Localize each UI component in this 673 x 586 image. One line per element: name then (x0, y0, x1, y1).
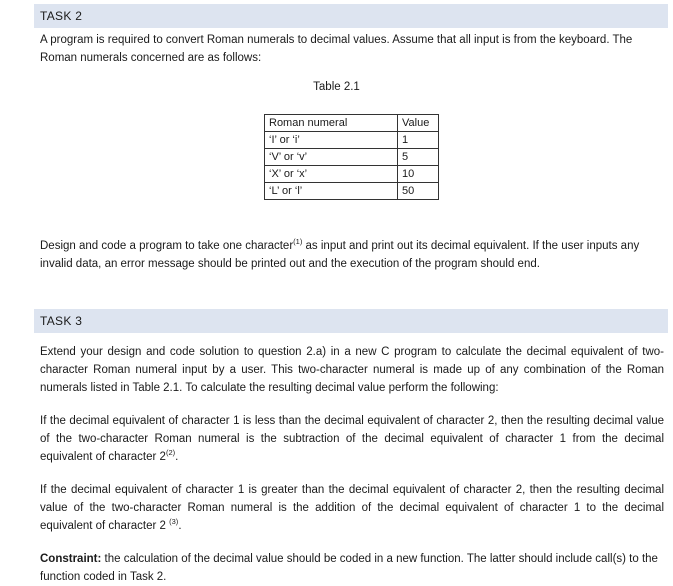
task2-header (34, 4, 668, 28)
table-cell-value: 50 (398, 183, 439, 200)
task3-paragraph-2-text: If the decimal equivalent of character 1 is less than the decimal equivalent of character 2, then the resulting decimal value of the two-character Roman numeral is the subtraction of the decimal equivalent of character 1 from the decimal equivalent of character 2 (40, 415, 664, 463)
task2-intro: A program is required to convert Roman numerals to decimal values. Assume that all input is from the keyboard. The Roman numerals concerned are as follows: (40, 34, 633, 64)
task2-header-text: TASK 2 (40, 9, 83, 23)
table-header-roman: Roman numeral (265, 115, 398, 132)
task3-paragraph-2 (40, 412, 664, 466)
task3-paragraph-3-text: If the decimal equivalent of character 1 is greater than the decimal equivalent of character 2, then the resulting decimal value of the two-character Roman numeral is the addition of the decimal equivalent of character 1 to the decimal equivalent of character 2 (40, 484, 664, 532)
task3-header-text: TASK 3 (40, 314, 83, 328)
table-header-row (265, 115, 439, 132)
table-row (265, 149, 439, 166)
table-cell-roman: ‘V’ or ‘v’ (265, 149, 398, 166)
task3-header (34, 309, 668, 333)
table-cell-roman: ‘L’ or ‘l’ (265, 183, 398, 200)
table-row (265, 166, 439, 183)
footnote-ref-1: (1) (293, 237, 303, 247)
footnote-ref-3: (3) (169, 517, 179, 527)
table-cell-value: 1 (398, 132, 439, 149)
table-header-value: Value (398, 115, 439, 132)
task2-design-paragraph (40, 237, 664, 273)
table-caption: Table 2.1 (313, 81, 360, 93)
table-cell-value: 5 (398, 149, 439, 166)
table-cell-value: 10 (398, 166, 439, 183)
task3-paragraph-1: Extend your design and code solution to question 2.a) in a new C program to calculate the decimal equivalent of two-character Roman numeral input by a user. This two-character numeral is made up of any combination of the Roman numerals listed in Table 2.1. To calculate the resulting decimal value perform the following: (40, 346, 664, 394)
task3-paragraph-3-end: . (178, 520, 182, 532)
table-row (265, 132, 439, 149)
task3-paragraph-3 (40, 481, 664, 535)
task2-design-text-2: as input and print out its decimal equivalent. If the user inputs any invalid data, an error message should be printed out and the execution of the program should end. (40, 240, 640, 270)
constraint-label: Constraint: (40, 553, 102, 565)
constraint-text: the calculation of the decimal value should be coded in a new function. The latter should include call(s) to the function coded in Task 2. (40, 553, 658, 583)
task3-paragraph-2-end: . (175, 451, 179, 463)
table-cell-roman: ‘I’ or ‘i’ (265, 132, 398, 149)
table-row (265, 183, 439, 200)
roman-numeral-table (264, 114, 439, 200)
footnote-ref-2: (2) (165, 448, 176, 458)
task3-constraint (40, 550, 664, 586)
task2-design-text-1: Design and code a program to take one character (40, 240, 294, 252)
table-cell-roman: ‘X’ or ‘x’ (265, 166, 398, 183)
